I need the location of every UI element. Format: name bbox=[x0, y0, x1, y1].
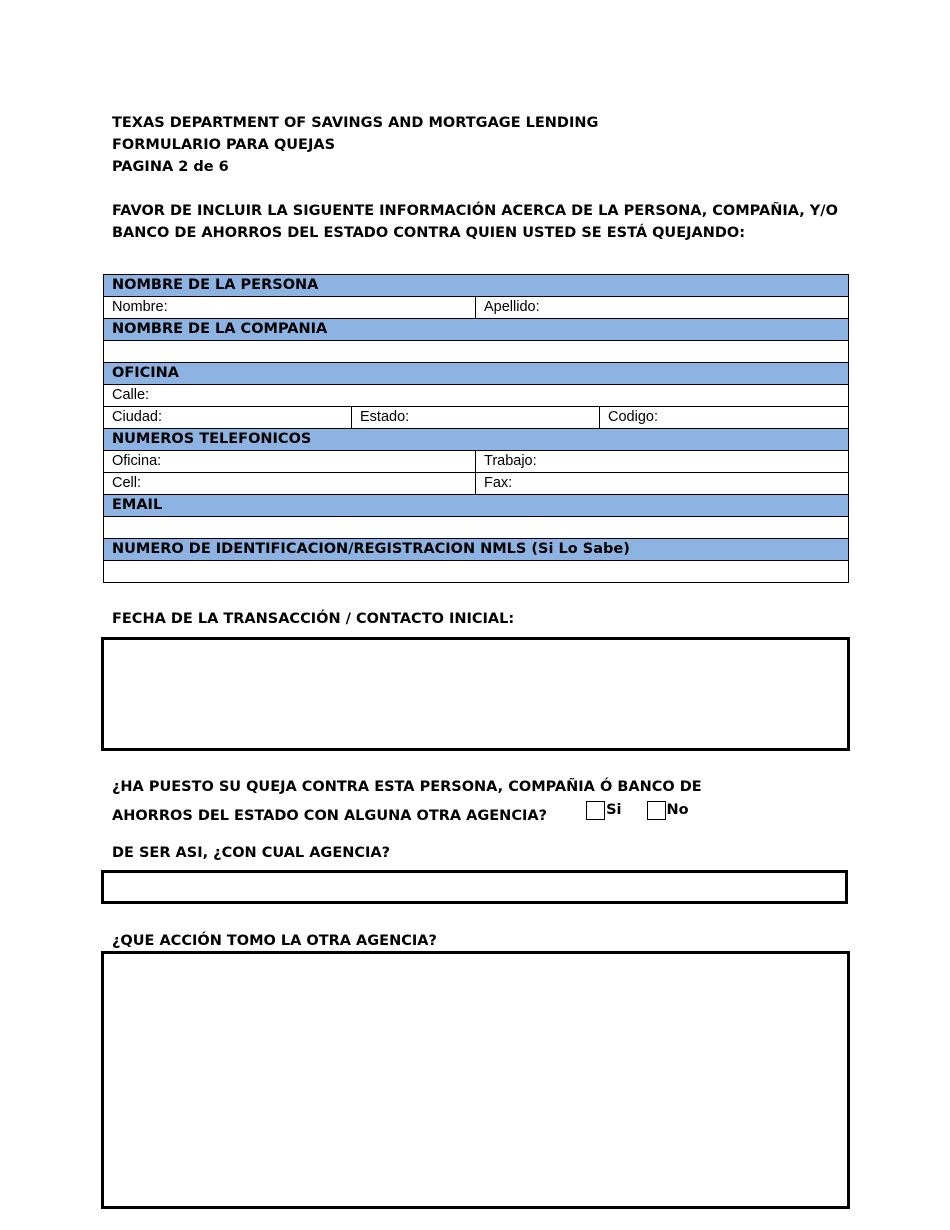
si-checkbox[interactable] bbox=[586, 801, 605, 820]
no-label: No bbox=[666, 802, 689, 818]
section-compania: NOMBRE DE LA COMPANIA bbox=[104, 319, 849, 341]
nmls-field[interactable] bbox=[104, 561, 849, 583]
trabajo-phone-field[interactable]: Trabajo: bbox=[476, 451, 849, 473]
fecha-textbox[interactable] bbox=[101, 637, 850, 751]
ciudad-field[interactable]: Ciudad: bbox=[104, 407, 352, 429]
fecha-label: FECHA DE LA TRANSACCIÓN / CONTACTO INICIAL: bbox=[112, 611, 515, 627]
queja-question-row bbox=[112, 799, 702, 828]
page-number: PAGINA 2 de 6 bbox=[112, 159, 229, 175]
option-si[interactable] bbox=[586, 799, 621, 822]
queja-question-line2: AHORROS DEL ESTADO CON ALGUNA OTRA AGENCIA? bbox=[112, 808, 547, 824]
section-oficina: OFICINA bbox=[104, 363, 849, 385]
accion-textbox[interactable] bbox=[101, 951, 850, 1209]
section-telefonos: NUMEROS TELEFONICOS bbox=[104, 429, 849, 451]
fax-field[interactable]: Fax: bbox=[476, 473, 849, 495]
section-persona: NOMBRE DE LA PERSONA bbox=[104, 275, 849, 297]
agencia-textbox[interactable] bbox=[101, 870, 848, 904]
form-title: FORMULARIO PARA QUEJAS bbox=[112, 137, 336, 153]
form-header bbox=[112, 112, 598, 178]
nombre-field[interactable]: Nombre: bbox=[104, 297, 476, 319]
queja-question-line1: ¿HA PUESTO SU QUEJA CONTRA ESTA PERSONA, COMPAÑIA Ó BANCO DE bbox=[112, 779, 702, 795]
intro-instructions: FAVOR DE INCLUIR LA SIGUENTE INFORMACIÓN ACERCA DE LA PERSONA, COMPAÑIA, Y/O BANCO DE AHORROS DEL ESTADO CONTRA QUIEN USTED SE ESTÁ QUEJANDO: bbox=[112, 203, 838, 241]
apellido-field[interactable]: Apellido: bbox=[476, 297, 849, 319]
compania-field[interactable] bbox=[104, 341, 849, 363]
section-nmls: NUMERO DE IDENTIFICACION/REGISTRACION NMLS (Si Lo Sabe) bbox=[104, 539, 849, 561]
estado-field[interactable]: Estado: bbox=[352, 407, 600, 429]
oficina-phone-field[interactable]: Oficina: bbox=[104, 451, 476, 473]
codigo-field[interactable]: Codigo: bbox=[600, 407, 849, 429]
agencia-label: DE SER ASI, ¿CON CUAL AGENCIA? bbox=[112, 845, 391, 861]
respondent-info-table bbox=[103, 274, 849, 583]
accion-label: ¿QUE ACCIÓN TOMO LA OTRA AGENCIA? bbox=[112, 933, 437, 949]
email-field[interactable] bbox=[104, 517, 849, 539]
queja-question bbox=[112, 776, 702, 828]
no-checkbox[interactable] bbox=[647, 801, 666, 820]
calle-field[interactable]: Calle: bbox=[104, 385, 849, 407]
si-label: Si bbox=[606, 802, 622, 818]
department-title: TEXAS DEPARTMENT OF SAVINGS AND MORTGAGE LENDING bbox=[112, 115, 599, 131]
option-no[interactable] bbox=[647, 799, 689, 822]
cell-phone-field[interactable]: Cell: bbox=[104, 473, 476, 495]
section-email: EMAIL bbox=[104, 495, 849, 517]
